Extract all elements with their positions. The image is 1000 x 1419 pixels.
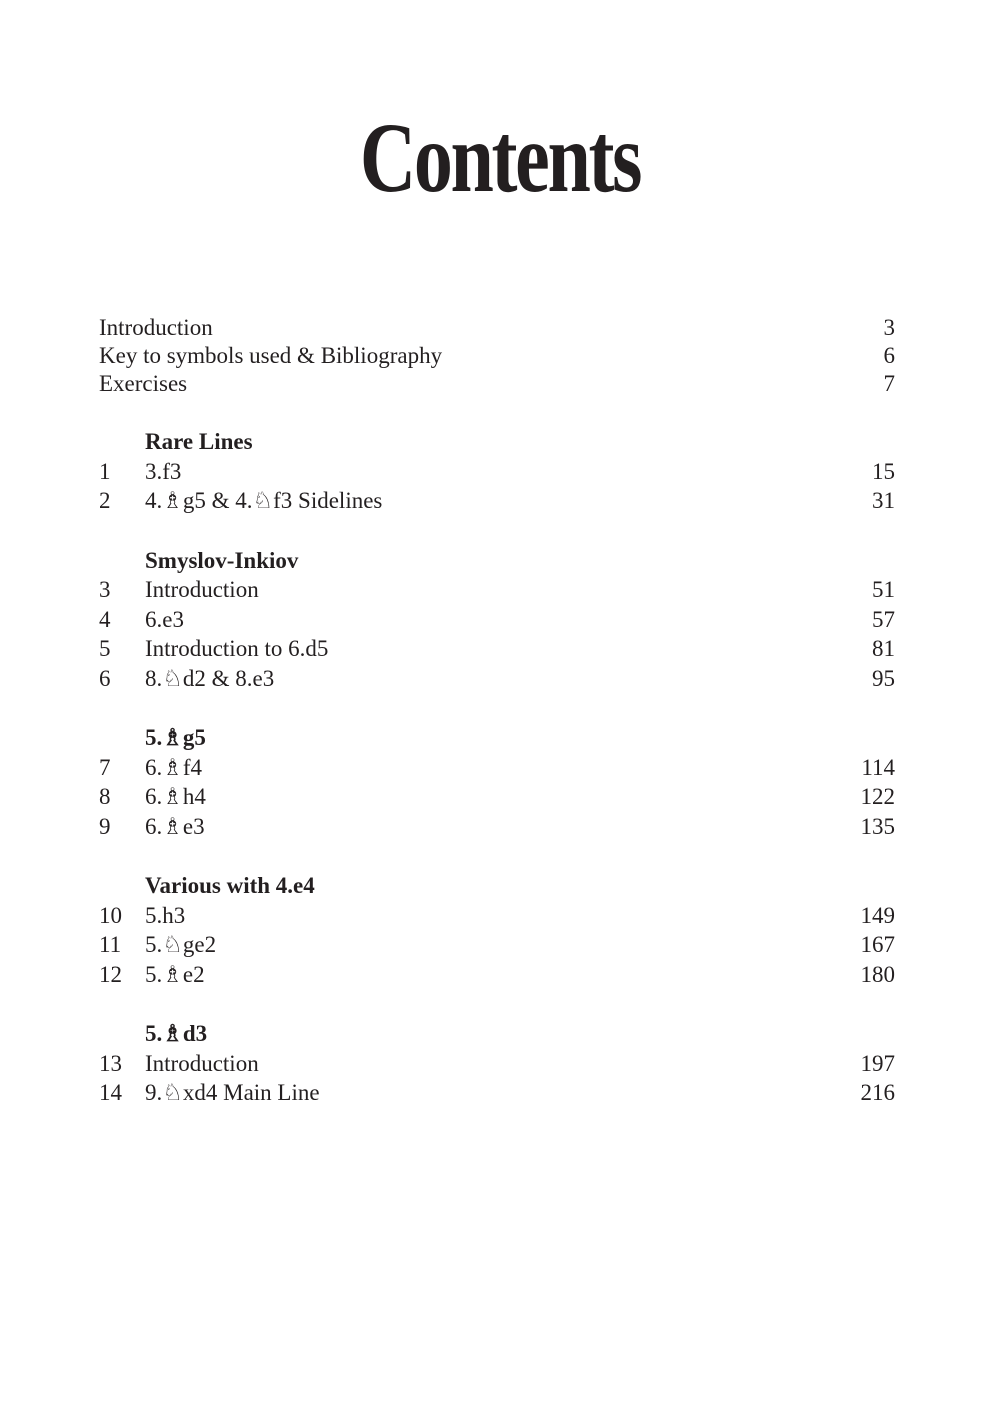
chapter-entry[interactable]	[99, 1049, 895, 1079]
chapter-number: 13	[99, 1050, 122, 1076]
chapter-entry[interactable]	[99, 664, 895, 694]
toc-entry[interactable]	[99, 342, 895, 370]
chapter-entry[interactable]	[99, 486, 895, 516]
chapter-title: 6.♗h4	[145, 784, 206, 809]
toc-entry-label: Introduction	[99, 315, 213, 340]
chapter-number: 10	[99, 902, 122, 928]
chapter-entry[interactable]	[99, 930, 895, 960]
chapter-title: 8.♘d2 & 8.e3	[145, 665, 275, 691]
chapter-title: 9.♘xd4 Main Line	[145, 1080, 320, 1105]
chapter-entry[interactable]	[99, 605, 895, 635]
spacer	[99, 398, 895, 427]
chapter-page: 51	[872, 577, 895, 602]
chapter-number: 1	[99, 458, 111, 484]
page-title: Contents	[359, 102, 641, 213]
chapter-entry[interactable]	[99, 782, 895, 812]
chapter-number: 2	[99, 488, 111, 513]
chapter-entry[interactable]	[99, 1078, 895, 1108]
toc-entry-label: Key to symbols used & Bibliography	[99, 343, 443, 368]
chapter-page: 216	[860, 1080, 895, 1105]
sections	[99, 427, 895, 1108]
chapter-number: 14	[99, 1080, 122, 1105]
chapter-title: 5.♗e2	[145, 961, 205, 987]
chapter-page: 114	[861, 754, 895, 780]
section-heading: Rare Lines	[145, 429, 253, 454]
chapter-entry[interactable]	[99, 634, 895, 664]
chapter-number: 7	[99, 754, 111, 780]
section-heading: 5.♗d3	[145, 1021, 208, 1046]
toc-entry-page: 3	[883, 315, 895, 340]
chapter-number: 11	[99, 932, 122, 957]
table-of-contents	[99, 314, 895, 1108]
front-matter	[99, 314, 895, 398]
chapter-title: Introduction to 6.d5	[145, 636, 329, 661]
chapter-number: 3	[99, 577, 111, 602]
toc-entry[interactable]	[99, 370, 895, 398]
toc-entry[interactable]	[99, 314, 895, 342]
chapter-entry[interactable]	[99, 575, 895, 605]
chapter-number: 5	[99, 636, 111, 661]
spacer	[99, 841, 895, 871]
chapter-number: 9	[99, 813, 111, 839]
chapter-page: 135	[860, 813, 895, 839]
toc-entry-page: 6	[883, 343, 895, 368]
chapter-title: Introduction	[145, 577, 259, 602]
chapter-number: 8	[99, 784, 111, 809]
chapter-page: 149	[860, 902, 895, 928]
chapter-title: 6.♗f4	[145, 754, 203, 780]
spacer	[99, 516, 895, 546]
chapter-page: 167	[860, 932, 895, 957]
chapter-title: 3.f3	[145, 458, 182, 484]
chapter-title: 6.e3	[145, 606, 184, 632]
chapter-number: 12	[99, 961, 122, 987]
spacer	[99, 693, 895, 723]
chapter-entry[interactable]	[99, 753, 895, 783]
chapter-entry[interactable]	[99, 960, 895, 990]
toc-entry-page: 7	[883, 371, 895, 396]
chapter-page: 31	[872, 488, 895, 513]
chapter-page: 122	[860, 784, 895, 809]
toc-entry-label: Exercises	[99, 371, 188, 396]
chapter-page: 180	[860, 961, 895, 987]
chapter-title: 5.h3	[145, 902, 186, 928]
chapter-number: 4	[99, 606, 111, 632]
section-heading: 5.♗g5	[145, 725, 206, 750]
chapter-page: 81	[872, 636, 895, 661]
chapter-page: 197	[860, 1050, 895, 1076]
section-heading: Smyslov-Inkiov	[145, 547, 299, 573]
chapter-page: 57	[872, 606, 895, 632]
chapter-entry[interactable]	[99, 812, 895, 842]
chapter-number: 6	[99, 665, 111, 691]
chapter-title: 4.♗g5 & 4.♘f3 Sidelines	[145, 488, 383, 513]
chapter-page: 95	[872, 665, 895, 691]
chapter-title: 5.♘ge2	[145, 932, 217, 957]
spacer	[99, 989, 895, 1019]
section-heading: Various with 4.e4	[145, 873, 315, 898]
chapter-title: 6.♗e3	[145, 813, 205, 839]
chapter-entry[interactable]	[99, 901, 895, 931]
chapter-title: Introduction	[145, 1050, 259, 1076]
chapter-page: 15	[872, 458, 895, 484]
chapter-entry[interactable]	[99, 457, 895, 487]
